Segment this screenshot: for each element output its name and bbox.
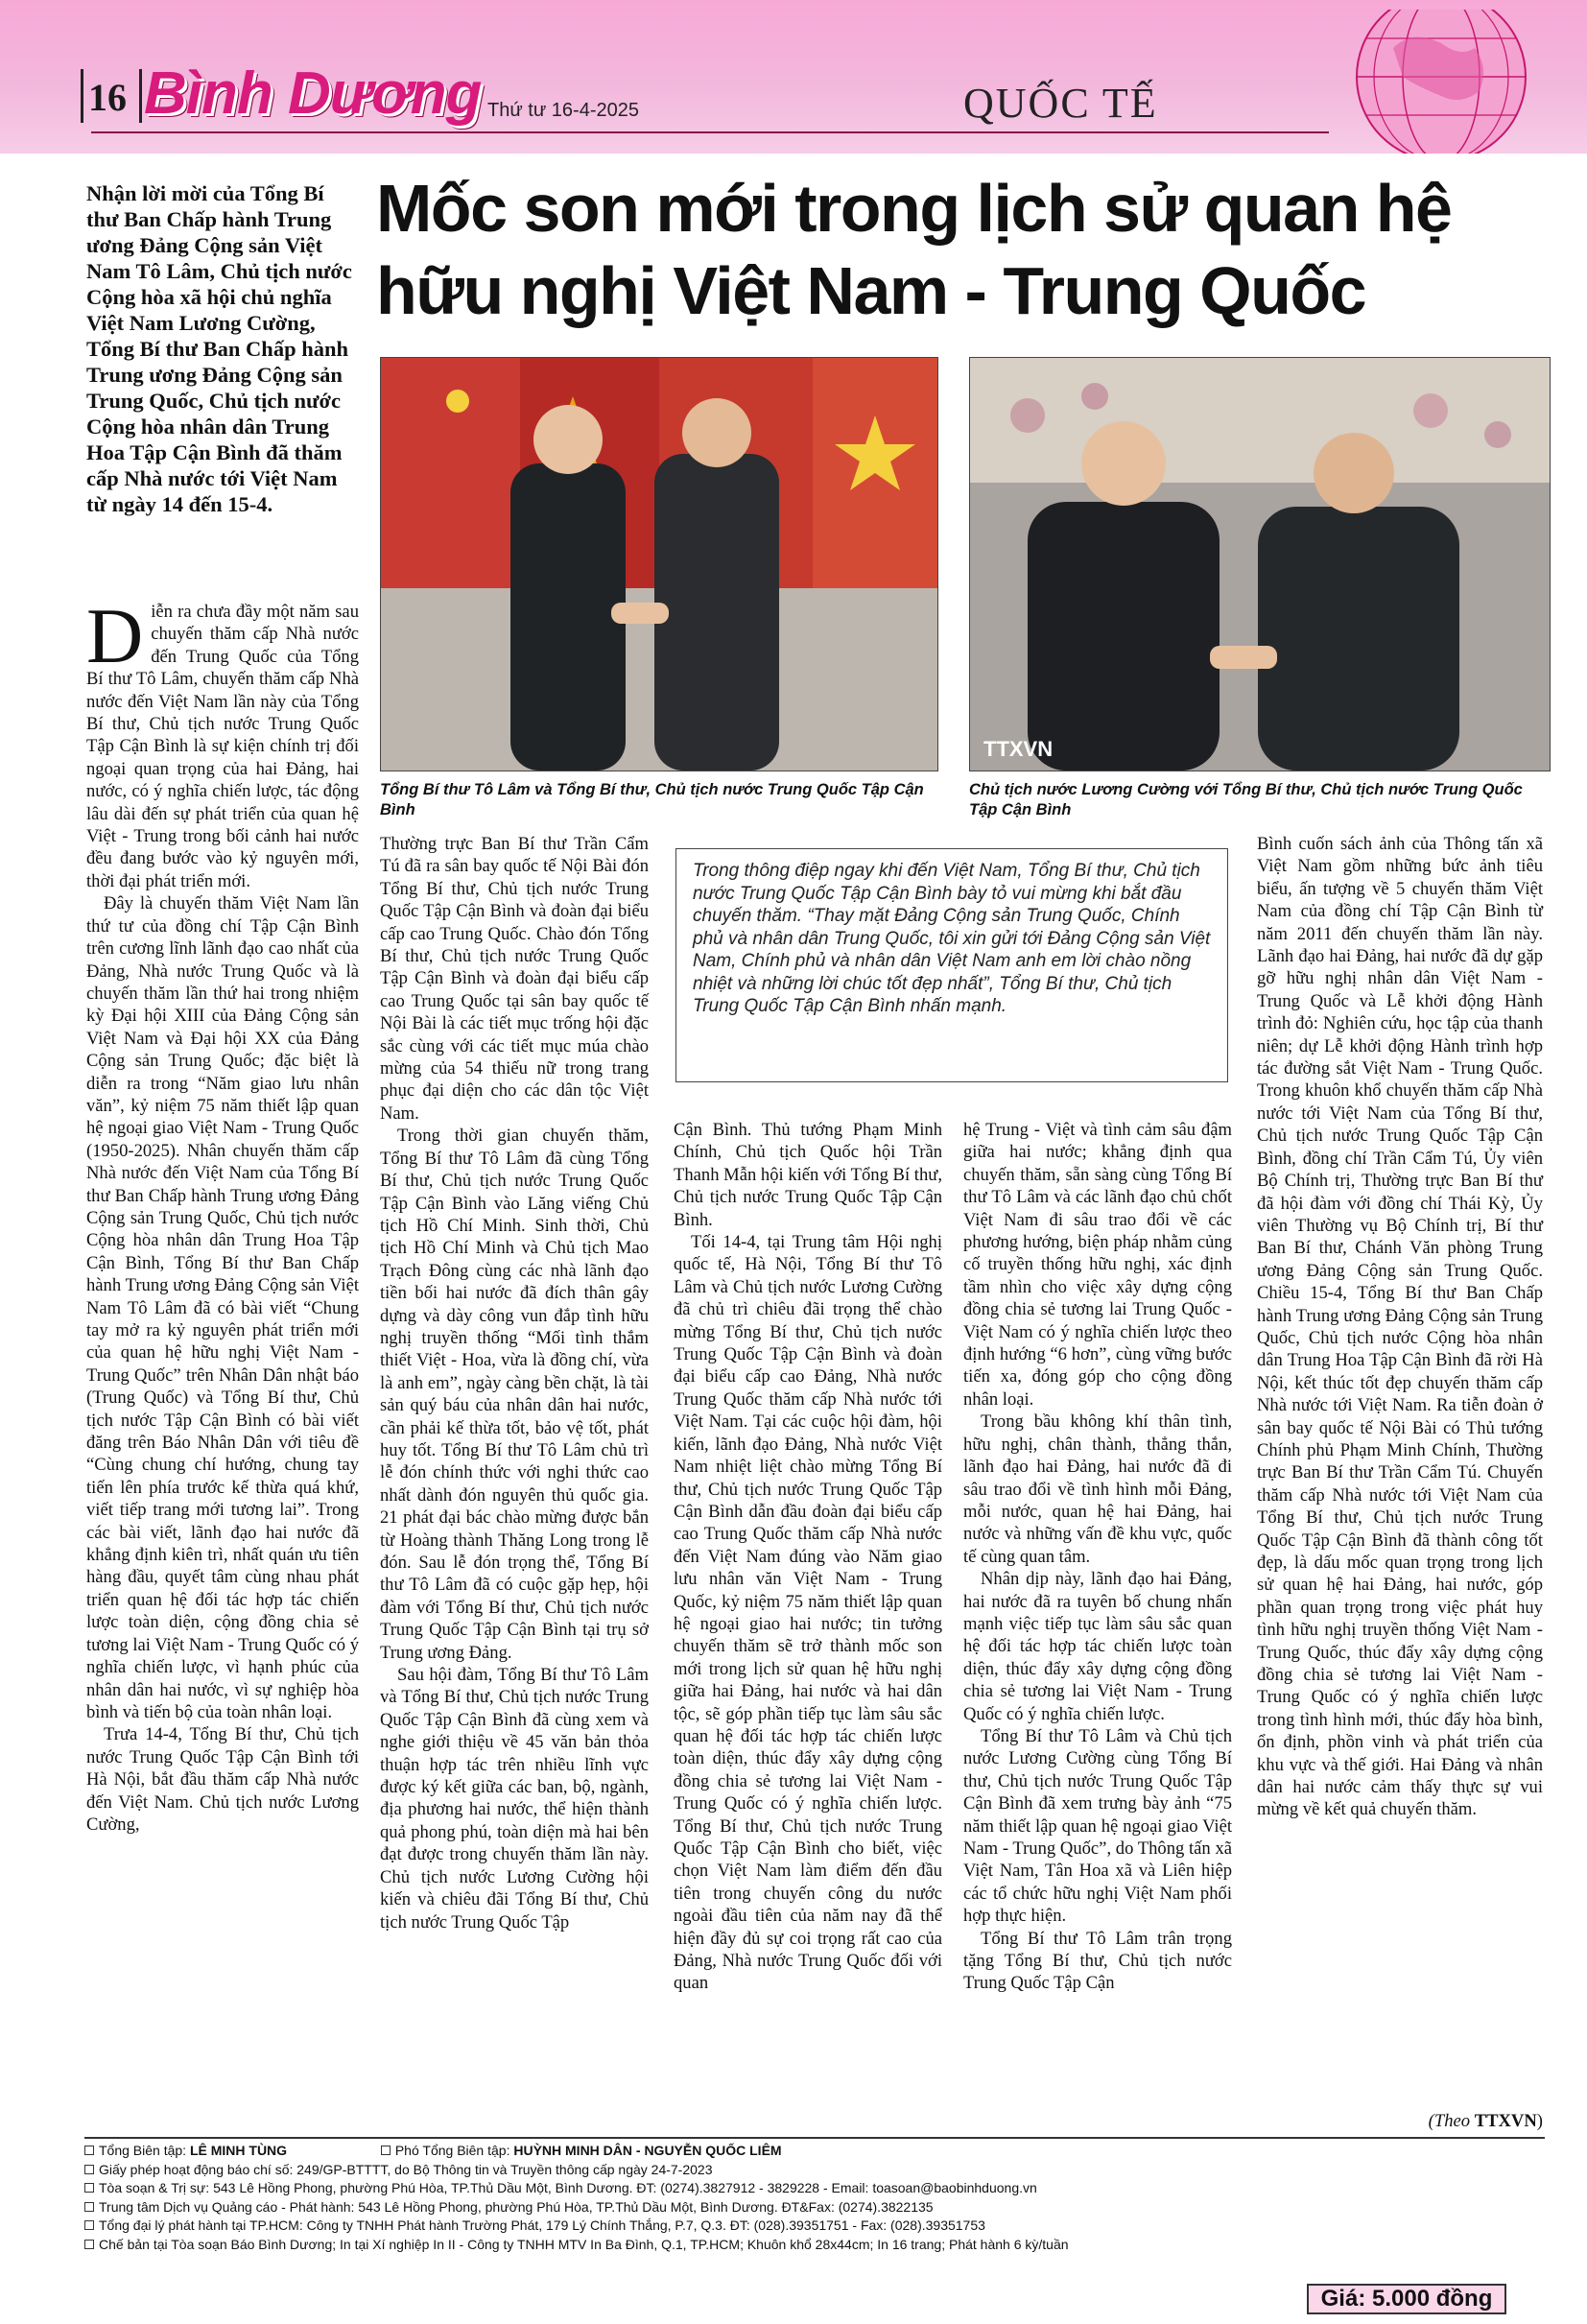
byline-suffix: ) <box>1536 2111 1543 2131</box>
photo-luong-cuong-xi-jinping <box>969 357 1551 771</box>
bullet-icon <box>84 2202 94 2212</box>
imprint-footer <box>84 2142 1370 2254</box>
article-column-1 <box>86 592 359 1836</box>
bullet-icon <box>84 2183 94 2193</box>
header-divider <box>91 131 1329 133</box>
footer-ads: Trung tâm Dịch vụ Quảng cáo - Phát hành: 543 Lê Hồng Phong, phường Phú Hòa, TP.Thủ Dầu Một, Bình Dương. ĐT&Fax: (0274).3822135 <box>99 2198 934 2215</box>
deputy-names: HUỲNH MINH DÂN - NGUYỄN QUỐC LIÊM <box>513 2143 782 2158</box>
footer-line <box>84 2198 1370 2217</box>
photo-watermark: TTXVN <box>983 737 1054 761</box>
paragraph: Trưa 14-4, Tổng Bí thư, Chủ tịch nước Trung Quốc Tập Cận Bình tới Hà Nội, bắt đầu thăm cấp Nhà nước đến Việt Nam. Chủ tịch nước Lương Cường, <box>86 1724 359 1835</box>
photo-illustration <box>381 358 937 771</box>
article-column-2 <box>380 833 649 1933</box>
pull-quote: Trong thông điệp ngay khi đến Việt Nam, Tổng Bí thư, Chủ tịch nước Trung Quốc Tập Cận Bình bày tỏ vui mừng khi bắt đầu chuyến thăm. “Thay mặt Đảng Cộng sản Trung Quốc, Chính phủ và nhân dân Trung Quốc, tôi xin gửi tới Đảng Cộng sản Việt Nam, Chính phủ và nhân dân Việt Nam anh em lời chào nồng nhiệt và những lời chúc tốt đẹp nhất”, Tổng Bí thư, Chủ tịch Trung Quốc Tập Cận Bình nhấn mạnh. <box>693 861 1211 1016</box>
price-badge: Giá: 5.000 đồng <box>1307 2284 1506 2314</box>
article-byline <box>1257 2111 1543 2132</box>
footer-line <box>84 2217 1370 2236</box>
article-column-5 <box>1257 833 1543 1821</box>
paragraph: iễn ra chưa đầy một năm sau chuyến thăm cấp Nhà nước đến Trung Quốc của Tổng Bí thư Tô Lâm, chuyến thăm cấp Nhà nước đến Việt Nam lần này của Tổng Bí thư, Chủ tịch nước Trung Quốc Tập Cận Bình là sự kiện chính trị đối ngoại quan trọng của hai Đảng, hai nước, có ý nghĩa chiến lược, tác động lâu dài đến sự phát triển của quan hệ Việt - Trung trong bối cảnh hai nước đều đang bước vào kỷ nguyên mới, thời đại phát triển mới. <box>86 602 359 891</box>
paragraph: Nhân dịp này, lãnh đạo hai Đảng, hai nước đã ra tuyên bố chung nhấn mạnh việc tiếp tục làm sâu sắc quan hệ đối tác hợp tác chiến lược toàn diện, thúc đẩy xây dựng cộng đồng chia sẻ tương lai Việt Nam - Trung Quốc có ý nghĩa chiến lược. <box>963 1569 1232 1724</box>
footer-editors <box>84 2142 1370 2161</box>
article-title: Mốc son mới trong lịch sử quan hệ hữu nghị Việt Nam - Trung Quốc <box>376 171 1452 328</box>
footer-line <box>84 2179 1370 2198</box>
masthead-logo: Bình Dương <box>144 60 482 127</box>
paragraph: Sau hội đàm, Tổng Bí thư Tô Lâm và Tổng Bí thư, Chủ tịch nước Trung Quốc Tập Cận Bình đã cùng xem và nghe giới thiệu về 45 văn bản thỏa thuận hợp tác trên nhiều lĩnh vực được ký kết giữa các ban, bộ, ngành, địa phương hai nước, thể hiện thành quả phong phú, toàn diện mà hai bên đạt được trong chuyến thăm lần này. Chủ tịch nước Lương Cường hội kiến và chiêu đãi Tổng Bí thư, Chủ tịch nước Trung Quốc Tập <box>380 1665 649 1933</box>
bullet-icon <box>84 2165 94 2174</box>
article-column-4 <box>963 1119 1232 1995</box>
paragraph: Trong thời gian chuyến thăm, Tổng Bí thư Tô Lâm đã cùng Tổng Bí thư, Chủ tịch nước Trung Quốc Tập Cận Bình vào Lăng viếng Chủ tịch Hồ Chí Minh. Sinh thời, Chủ tịch Hồ Chí Minh và Chủ tịch Mao Trạch Đông cùng các nhà lãnh đạo tiền bối hai nước đã đích thân gây dựng và dày công vun đắp tình hữu nghị truyền thống “Mối tình thắm thiết Việt - Hoa, vừa là đồng chí, vừa là anh em”, ngày càng bền chặt, là tài sản quý báu của nhân dân hai nước, cần phải kế thừa tốt, bảo vệ tốt, phát huy tốt. Tổng Bí thư Tô Lâm chủ trì lễ đón chính thức với nghi thức cao nhất dành đón nguyên thủ quốc gia. 21 phát đại bác chào mừng được bắn từ Hoàng thành Thăng Long trong lễ đón. Sau lễ đón trọng thể, Tổng Bí thư Tô Lâm đã có cuộc gặp hẹp, hội đàm với Tổng Bí thư, Chủ tịch nước Trung Quốc Tập Cận Bình tại trụ sở Trung ương Đảng. <box>380 1126 649 1663</box>
article-column-3 <box>674 1119 942 1995</box>
globe-icon <box>1297 10 1575 154</box>
paragraph: Thường trực Ban Bí thư Trần Cẩm Tú đã ra sân bay quốc tế Nội Bài đón Tổng Bí thư, Chủ tịch nước Trung Quốc Tập Cận Bình và đoàn đại biểu cấp cao Trung Quốc. Chào đón Tổng Bí thư, Chủ tịch nước Trung Quốc Tập Cận Bình và đoàn đại biểu cấp cao Trung Quốc tại sân bay quốc tế Nội Bài là các tiết mục trống hội đặc sắc cùng với các tiết mục múa chào mừng của 54 thiếu nữ trong trang phục đại diện cho các dân tộc Việt Nam. <box>380 834 649 1124</box>
paragraph: Trong bầu không khí thân tình, hữu nghị, chân thành, thẳng thắn, lãnh đạo hai Đảng, hai nước đã đi sâu trao đổi về tình hình mỗi Đảng, mỗi nước, quan hệ hai Đảng, hai nước và những vấn đề khu vực, quốc tế cùng quan tâm. <box>963 1411 1232 1567</box>
footer-license: Giấy phép hoạt động báo chí số: 249/GP-BTTTT, do Bộ Thông tin và Truyền thông cấp ngày 24-7-2023 <box>99 2161 713 2177</box>
bullet-icon <box>84 2220 94 2230</box>
section-name: QUỐC TẾ <box>963 80 1158 127</box>
photo2-caption: Chủ tịch nước Lương Cường với Tổng Bí thư, Chủ tịch nước Trung Quốc Tập Cận Bình <box>969 781 1523 818</box>
page-header <box>0 0 1587 154</box>
deputy-label: Phó Tổng Biên tập: <box>394 2143 510 2158</box>
footer-agent: Tổng đại lý phát hành tại TP.HCM: Công ty TNHH Phát hành Trường Phát, 179 Lý Chính Thắng, P.7, Q.3. ĐT: (028).39351751 - Fax: (028).39351753 <box>99 2217 985 2233</box>
issue-date: Thứ tư 16-4-2025 <box>487 100 639 121</box>
page-number: 16 <box>88 76 127 119</box>
footer-line <box>84 2161 1370 2180</box>
footer-office: Tòa soạn & Trị sự: 543 Lê Hồng Phong, phường Phú Hòa, TP.Thủ Dầu Một, Bình Dương. ĐT: (0274).3827912 - 3829228 - Email: toasoan@baobinhduong.vn <box>99 2180 1037 2195</box>
paragraph: Tối 14-4, tại Trung tâm Hội nghị quốc tế, Hà Nội, Tổng Bí thư Tô Lâm và Chủ tịch nước Lương Cường đã chủ trì chiêu đãi trọng thể chào mừng Tổng Bí thư, Chủ tịch nước Trung Quốc Tập Cận Bình và đoàn đại biểu cấp cao Đảng, Nhà nước Trung Quốc thăm cấp Nhà nước tới Việt Nam. Tại các cuộc hội đàm, hội kiến, lãnh đạo Đảng, Nhà nước Việt Nam nhiệt liệt chào mừng Tổng Bí thư, Chủ tịch nước Trung Quốc Tập Cận Bình dẫn đầu đoàn đại biểu cấp cao Trung Quốc thăm cấp Nhà nước đến Việt Nam đúng vào Năm giao lưu nhân văn Việt Nam - Trung Quốc, kỷ niệm 75 năm thiết lập quan hệ ngoại giao hai nước; tin tưởng chuyến thăm sẽ trở thành mốc son mới trong lịch sử quan hệ hữu nghị giữa hai Đảng, hai nước và hai dân tộc, sẽ góp phần tiếp tục làm sâu sắc quan hệ đối tác hợp tác chiến lược toàn diện, thúc đẩy xây dựng cộng đồng chia sẻ tương lai Việt Nam - Trung Quốc có ý nghĩa chiến lược. Tổng Bí thư, Chủ tịch nước Trung Quốc Tập Cận Bình cho biết, việc chọn Việt Nam làm điểm đến đầu tiên trong chuyến công du nước ngoài đầu tiên của năm nay đã thể hiện đầy đủ sự coi trọng rất cao của Đảng, Nhà nước Trung Quốc đối với quan <box>674 1232 942 1994</box>
bullet-icon <box>84 2240 94 2249</box>
editor-name: LÊ MINH TÙNG <box>189 2143 288 2158</box>
bullet-icon <box>381 2146 391 2155</box>
paragraph: Bình cuốn sách ảnh của Thông tấn xã Việt Nam gồm những bức ảnh tiêu biểu, ấn tượng về 5 chuyến thăm Việt Nam của đồng chí Tập Cận Bình từ năm 2011 đến chuyến thăm lần này. Lãnh đạo hai Đảng, hai nước đã dự gặp gỡ hữu nghị nhân dân Việt Nam - Trung Quốc và Lễ khởi động Hành trình đỏ: Nghiên cứu, học tập của thanh niên; dự Lễ khởi động Hành trình hợp tác đường sắt Việt Nam - Trung Quốc. Trong khuôn khổ chuyến thăm cấp Nhà nước tới Việt Nam của Tổng Bí thư, Chủ tịch nước Trung Quốc Tập Cận Bình, đồng chí Trần Cẩm Tú, Ủy viên Bộ Chính trị, Thường trực Ban Bí thư đã hội đàm với đồng chí Thái Kỳ, Ủy viên Thường vụ Bộ Chính trị, Bí thư Ban Bí thư, Chánh Văn phòng Trung ương Đảng Cộng sản Trung Quốc. Chiều 15-4, Tổng Bí thư Ban Chấp hành Trung ương Đảng Cộng sản Trung Quốc, Chủ tịch nước Cộng hòa nhân dân Trung Hoa Tập Cận Bình đã rời Hà Nội, kết thúc tốt đẹp chuyến thăm cấp Nhà nước tới Việt Nam. Ra tiễn đoàn ở sân bay quốc tế Nội Bài có Thủ tướng Chính phủ Phạm Minh Chính, Thường trực Ban Bí thư Trần Cẩm Tú. Chuyến thăm cấp Nhà nước tới Việt Nam của Tổng Bí thư, Chủ tịch nước Trung Quốc Tập Cận Bình đã thành công tốt đẹp, là dấu mốc quan trọng trong lịch sử quan hệ hai Đảng, hai nước, góp phần quan trọng trong việc phát huy tình hữu nghị truyền thống Việt Nam - Trung Quốc, thúc đẩy xây dựng cộng đồng chia sẻ tương lai Việt Nam - Trung Quốc có ý nghĩa chiến lược trong tình hình mới, thúc đẩy hòa bình, ổn định, phồn vinh và phát triển của khu vực và thế giới. Hai Đảng và nhân dân hai nước cảm thấy thực sự vui mừng về kết quả chuyến thăm. <box>1257 834 1543 1820</box>
footer-divider <box>84 2137 1545 2139</box>
paragraph: hệ Trung - Việt và tình cảm sâu đậm giữa hai nước; khẳng định qua chuyến thăm, sẵn sàng cùng Tổng Bí thư Tô Lâm và các lãnh đạo chủ chốt Việt Nam đi sâu trao đổi về các phương hướng, biện pháp nhằm củng cố truyền thống hữu nghị, xác định tầm nhìn cho việc xây dựng cộng đồng chia sẻ tương lai Trung Quốc - Việt Nam có ý nghĩa chiến lược theo định hướng “6 hơn”, cùng vững bước tiến xa, đóng góp cho cộng đồng nhân loại. <box>963 1120 1232 1410</box>
article-lede: Nhận lời mời của Tổng Bí thư Ban Chấp hành Trung ương Đảng Cộng sản Việt Nam Tô Lâm, Chủ tịch nước Cộng hòa xã hội chủ nghĩa Việt Nam Lương Cường, Tổng Bí thư Ban Chấp hành Trung ương Đảng Cộng sản Trung Quốc, Chủ tịch nước Cộng hòa nhân dân Trung Hoa Tập Cận Bình đã thăm cấp Nhà nước tới Việt Nam từ ngày 14 đến 15-4. <box>86 181 352 516</box>
editor-label: Tổng Biên tập: <box>99 2143 187 2158</box>
bullet-icon <box>84 2146 94 2155</box>
footer-line <box>84 2236 1370 2255</box>
byline-source: TTXVN <box>1474 2111 1537 2131</box>
byline-prefix: (Theo <box>1428 2111 1475 2131</box>
paragraph: Tổng Bí thư Tô Lâm trân trọng tặng Tổng Bí thư, Chủ tịch nước Trung Quốc Tập Cận <box>963 1928 1232 1994</box>
drop-cap: D <box>86 592 144 679</box>
paragraph: Cận Bình. Thủ tướng Phạm Minh Chính, Chủ tịch Quốc hội Trần Thanh Mẫn hội kiến với Tổng Bí thư, Chủ tịch nước Trung Quốc Tập Cận Bình. <box>674 1120 942 1230</box>
paragraph: Tổng Bí thư Tô Lâm và Chủ tịch nước Lương Cường cùng Tổng Bí thư, Chủ tịch nước Trung Quốc Tập Cận Bình đã xem trưng bày ảnh “75 năm thiết lập quan hệ ngoại giao Việt Nam - Trung Quốc”, do Thông tấn xã Việt Nam, Tân Hoa xã và Liên hiệp các tổ chức hữu nghị Việt Nam phối hợp thực hiện. <box>963 1725 1232 1927</box>
photo-to-lam-xi-jinping <box>380 357 938 771</box>
photo1-caption: Tổng Bí thư Tô Lâm và Tổng Bí thư, Chủ tịch nước Trung Quốc Tập Cận Bình <box>380 781 924 818</box>
paragraph: Đây là chuyến thăm Việt Nam lần thứ tư của đồng chí Tập Cận Bình trên cương lĩnh lãnh đạo cao nhất của Đảng, Nhà nước Trung Quốc và là chuyến thăm lần thứ hai trong nhiệm kỳ Đại hội XIII của Đảng Cộng sản Việt Nam và Đại hội XX của Đảng Cộng sản Trung Quốc; đặc biệt là diễn ra trong “Năm giao lưu nhân văn”, kỷ niệm 75 năm thiết lập quan hệ ngoại giao Việt Nam - Trung Quốc (1950-2025). Nhân chuyến thăm cấp Nhà nước đến Việt Nam của Tổng Bí thư Ban Chấp hành Trung ương Đảng Cộng sản Trung Quốc, Chủ tịch nước Cộng hòa nhân dân Trung Hoa Tập Cận Bình, Tổng Bí thư Ban Chấp hành Trung ương Đảng Cộng sản Việt Nam Tô Lâm đã có bài viết “Chung tay mở ra kỷ nguyên phát triển mới của quan hệ hữu nghị Việt Nam - Trung Quốc” trên Nhân Dân nhật báo (Trung Quốc) và Tổng Bí thư, Chủ tịch nước Tập Cận Bình có bài viết đăng trên Báo Nhân Dân với tiêu đề “Cùng chung chí hướng, chung tay tiến lên phía trước kế thừa quá khứ, viết tiếp trang mới tương lai”. Trong các bài viết, lãnh đạo hai nước đã khẳng định kiên trì, nhất quán ưu tiên hàng đầu, quyết tâm cùng nhau phát triển quan hệ đối tác hợp tác chiến lược toàn diện, cộng đồng chia sẻ tương lai Việt Nam - Trung Quốc có ý nghĩa chiến lược, vì hạnh phúc của nhân dân hai nước, vì sự nghiệp hòa bình và tiến bộ của toàn nhân loại. <box>86 893 359 1722</box>
photo-illustration-2 <box>970 358 1550 771</box>
footer-print: Chế bản tại Tòa soạn Báo Bình Dương; In tại Xí nghiệp In II - Công ty TNHH MTV In Ba Đình, Q.1, TP.HCM; Khuôn khổ 28x44cm; In 16 trang; Phát hành 6 kỳ/tuần <box>99 2236 1069 2252</box>
